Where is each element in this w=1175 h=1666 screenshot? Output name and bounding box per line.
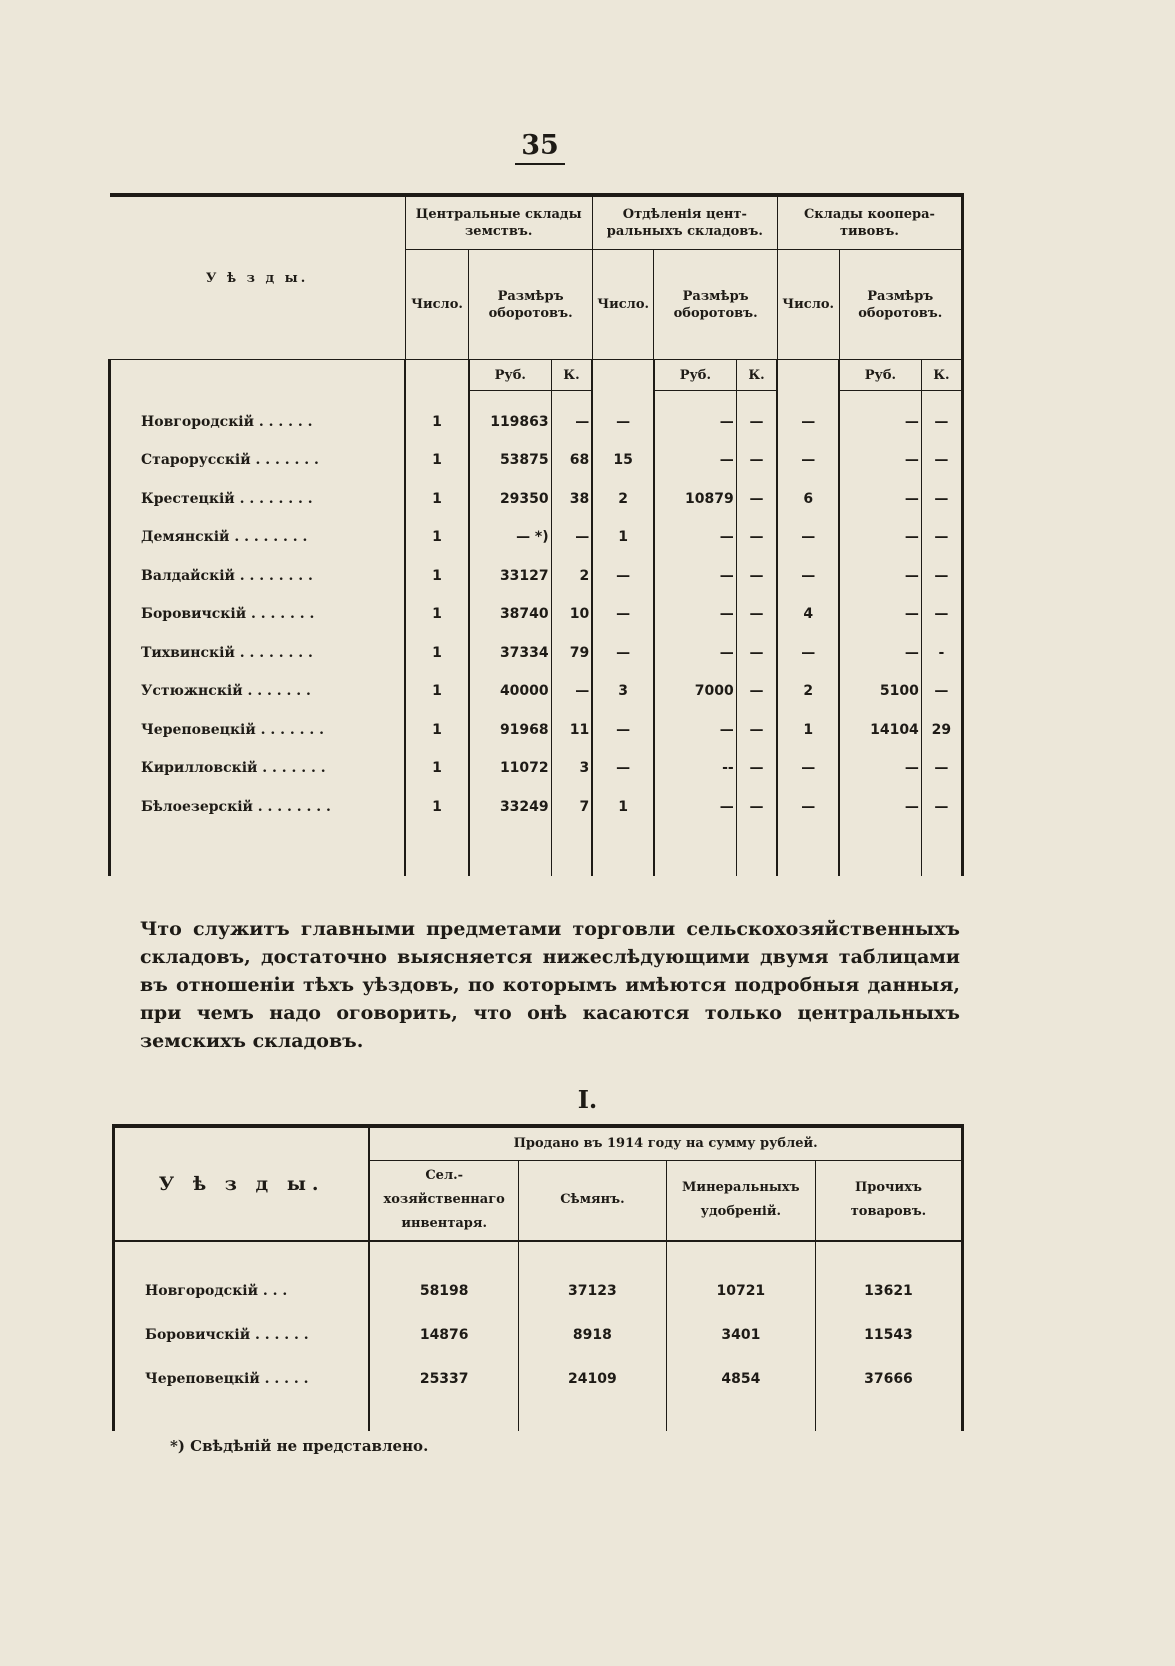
seeds-value: 24109 <box>519 1357 667 1401</box>
page-number: 35 <box>515 130 565 165</box>
inventory-value: 14876 <box>369 1313 518 1357</box>
uezd-name: Тихвинскій . . . . . . . . <box>110 634 406 673</box>
branch-kop: — <box>736 480 777 519</box>
uezd-name: Новгородскій . . . . . . <box>110 403 406 442</box>
uezd-name: Старорусскій . . . . . . . <box>110 441 406 480</box>
coop-count: — <box>777 749 839 788</box>
body-paragraph: Что служитъ главными предметами торговли сельскохозяйственныхъ складовъ, достаточно выясняется нижеслѣдующими двумя таблицами въ отношеніи тѣхъ уѣздовъ, по которымъ имѣются подробныя данныя, при чемъ надо оговорить, что онѣ касаются только центральныхъ земскихъ складовъ. <box>140 918 960 1052</box>
uezd-name: Бѣлоезерскій . . . . . . . . <box>110 788 406 827</box>
branch-count: — <box>592 403 654 442</box>
branch-count: — <box>592 595 654 634</box>
uezd-name: Крестецкій . . . . . . . . <box>110 480 406 519</box>
coop-kop: — <box>921 403 962 442</box>
central-count: 1 <box>405 634 469 673</box>
coop-rub: 14104 <box>839 711 921 750</box>
table-row <box>114 1313 963 1357</box>
table-row <box>110 480 963 519</box>
coop-kop: — <box>921 480 962 519</box>
warehouses-table <box>108 193 964 876</box>
table-row <box>110 595 963 634</box>
table-row <box>110 634 963 673</box>
central-count: 1 <box>405 480 469 519</box>
coop-rub: — <box>839 557 921 596</box>
uezd-header-2: У ѣ з д ы. <box>114 1126 370 1241</box>
table-row <box>110 749 963 788</box>
coop-count: 4 <box>777 595 839 634</box>
branch-count: 1 <box>592 788 654 827</box>
branch-rub: — <box>654 595 736 634</box>
central-count: 1 <box>405 403 469 442</box>
branch-kop: — <box>736 749 777 788</box>
branch-kop: — <box>736 595 777 634</box>
branch-count: 3 <box>592 672 654 711</box>
rub-header-1: Руб. <box>469 360 551 391</box>
table-row <box>110 518 963 557</box>
coop-count: — <box>777 788 839 827</box>
uezd-name: Демянскій . . . . . . . . <box>110 518 406 557</box>
count-header-1: Число. <box>405 250 469 360</box>
cooperatives-header: Склады коопера-тивовъ. <box>777 195 962 250</box>
coop-count: 6 <box>777 480 839 519</box>
branch-count: 1 <box>592 518 654 557</box>
central-kop: 3 <box>551 749 592 788</box>
central-kop: 10 <box>551 595 592 634</box>
branch-rub: — <box>654 518 736 557</box>
coop-rub: — <box>839 595 921 634</box>
coop-kop: — <box>921 788 962 827</box>
fertilizers-value: 10721 <box>666 1269 815 1313</box>
uezd-name: Череповецкій . . . . . . . <box>110 711 406 750</box>
central-count: 1 <box>405 557 469 596</box>
seeds-header: Сѣмянъ. <box>519 1161 667 1241</box>
branch-kop: — <box>736 557 777 596</box>
size-header-1: Размѣръ оборотовъ. <box>469 250 592 360</box>
coop-kop: — <box>921 749 962 788</box>
central-count: 1 <box>405 672 469 711</box>
central-rub: 11072 <box>469 749 551 788</box>
coop-count: — <box>777 634 839 673</box>
kop-header-2: К. <box>736 360 777 391</box>
coop-count: 2 <box>777 672 839 711</box>
branch-rub: — <box>654 557 736 596</box>
coop-rub: — <box>839 634 921 673</box>
coop-kop: — <box>921 441 962 480</box>
branch-rub: — <box>654 711 736 750</box>
rub-header-2: Руб. <box>654 360 736 391</box>
central-rub: 91968 <box>469 711 551 750</box>
central-kop: 2 <box>551 557 592 596</box>
other-goods-value: 13621 <box>815 1269 962 1313</box>
central-rub: — *) <box>469 518 551 557</box>
central-kop: 79 <box>551 634 592 673</box>
table-row <box>114 1357 963 1401</box>
coop-kop: - <box>921 634 962 673</box>
coop-rub: — <box>839 788 921 827</box>
branch-count: — <box>592 557 654 596</box>
branch-kop: — <box>736 441 777 480</box>
central-count: 1 <box>405 788 469 827</box>
other-goods-value: 11543 <box>815 1313 962 1357</box>
branch-count: 2 <box>592 480 654 519</box>
fertilizers-value: 4854 <box>666 1357 815 1401</box>
uezd-name: Кирилловскій . . . . . . . <box>110 749 406 788</box>
table-row <box>110 788 963 827</box>
coop-count: — <box>777 403 839 442</box>
uezd-name: Валдайскій . . . . . . . . <box>110 557 406 596</box>
table-row <box>110 441 963 480</box>
kop-header-3: К. <box>921 360 962 391</box>
table-number: I. <box>577 1085 598 1114</box>
coop-rub: 5100 <box>839 672 921 711</box>
fertilizers-value: 3401 <box>666 1313 815 1357</box>
central-kop: 68 <box>551 441 592 480</box>
sold-header: Продано въ 1914 году на сумму рублей. <box>369 1126 962 1161</box>
table-row <box>110 403 963 442</box>
uezd-name: Боровичскій . . . . . . . <box>110 595 406 634</box>
branch-rub: -- <box>654 749 736 788</box>
branch-kop: — <box>736 403 777 442</box>
branch-rub: — <box>654 634 736 673</box>
coop-rub: — <box>839 749 921 788</box>
branch-rub: — <box>654 441 736 480</box>
inventory-value: 58198 <box>369 1269 518 1313</box>
branch-rub: 7000 <box>654 672 736 711</box>
central-rub: 33127 <box>469 557 551 596</box>
other-goods-value: 37666 <box>815 1357 962 1401</box>
central-rub: 40000 <box>469 672 551 711</box>
table-row <box>110 557 963 596</box>
central-rub: 38740 <box>469 595 551 634</box>
sales-table <box>112 1124 964 1431</box>
central-kop: 38 <box>551 480 592 519</box>
size-header-3: Размѣръ оборотовъ. <box>839 250 962 360</box>
branch-kop: — <box>736 711 777 750</box>
coop-rub: — <box>839 518 921 557</box>
branch-rub: — <box>654 788 736 827</box>
coop-kop: — <box>921 557 962 596</box>
branch-rub: — <box>654 403 736 442</box>
uezd-header: У ѣ з д ы. <box>110 195 406 360</box>
central-rub: 53875 <box>469 441 551 480</box>
coop-count: — <box>777 557 839 596</box>
coop-count: — <box>777 441 839 480</box>
branch-kop: — <box>736 518 777 557</box>
branch-count: — <box>592 711 654 750</box>
branch-count: — <box>592 749 654 788</box>
central-rub: 29350 <box>469 480 551 519</box>
branch-count: — <box>592 634 654 673</box>
central-count: 1 <box>405 518 469 557</box>
size-header-2: Размѣръ оборотовъ. <box>654 250 777 360</box>
branch-count: 15 <box>592 441 654 480</box>
branch-kop: — <box>736 672 777 711</box>
uezd-name: Новгородскій . . . <box>114 1269 370 1313</box>
central-count: 1 <box>405 711 469 750</box>
coop-rub: — <box>839 480 921 519</box>
other-goods-header: Прочихъ товаровъ. <box>815 1161 962 1241</box>
central-rub: 119863 <box>469 403 551 442</box>
branches-header: Отдѣленія цент-ральныхъ складовъ. <box>592 195 777 250</box>
count-header-3: Число. <box>777 250 839 360</box>
footnote: *) Свѣдѣній не представлено. <box>170 1437 429 1455</box>
central-count: 1 <box>405 749 469 788</box>
table-row <box>110 711 963 750</box>
branch-kop: — <box>736 788 777 827</box>
table-row <box>110 672 963 711</box>
coop-count: — <box>777 518 839 557</box>
coop-rub: — <box>839 441 921 480</box>
uezd-name: Устюжнскій . . . . . . . <box>110 672 406 711</box>
branch-rub: 10879 <box>654 480 736 519</box>
coop-count: 1 <box>777 711 839 750</box>
coop-kop: 29 <box>921 711 962 750</box>
central-rub: 37334 <box>469 634 551 673</box>
coop-rub: — <box>839 403 921 442</box>
central-rub: 33249 <box>469 788 551 827</box>
central-kop: — <box>551 672 592 711</box>
kop-header-1: К. <box>551 360 592 391</box>
central-kop: 7 <box>551 788 592 827</box>
central-kop: — <box>551 518 592 557</box>
fertilizers-header: Минеральныхъ удобреній. <box>666 1161 815 1241</box>
table-row <box>114 1269 963 1313</box>
inventory-header: Сел.-хозяйственнаго инвентаря. <box>369 1161 518 1241</box>
uezd-name: Череповецкій . . . . . <box>114 1357 370 1401</box>
central-kop: — <box>551 403 592 442</box>
central-warehouses-header: Центральные склады земствъ. <box>405 195 592 250</box>
seeds-value: 37123 <box>519 1269 667 1313</box>
coop-kop: — <box>921 595 962 634</box>
branch-kop: — <box>736 634 777 673</box>
coop-kop: — <box>921 518 962 557</box>
inventory-value: 25337 <box>369 1357 518 1401</box>
central-kop: 11 <box>551 711 592 750</box>
count-header-2: Число. <box>592 250 654 360</box>
seeds-value: 8918 <box>519 1313 667 1357</box>
rub-header-3: Руб. <box>839 360 921 391</box>
central-count: 1 <box>405 441 469 480</box>
uezd-name: Боровичскій . . . . . . <box>114 1313 370 1357</box>
central-count: 1 <box>405 595 469 634</box>
coop-kop: — <box>921 672 962 711</box>
